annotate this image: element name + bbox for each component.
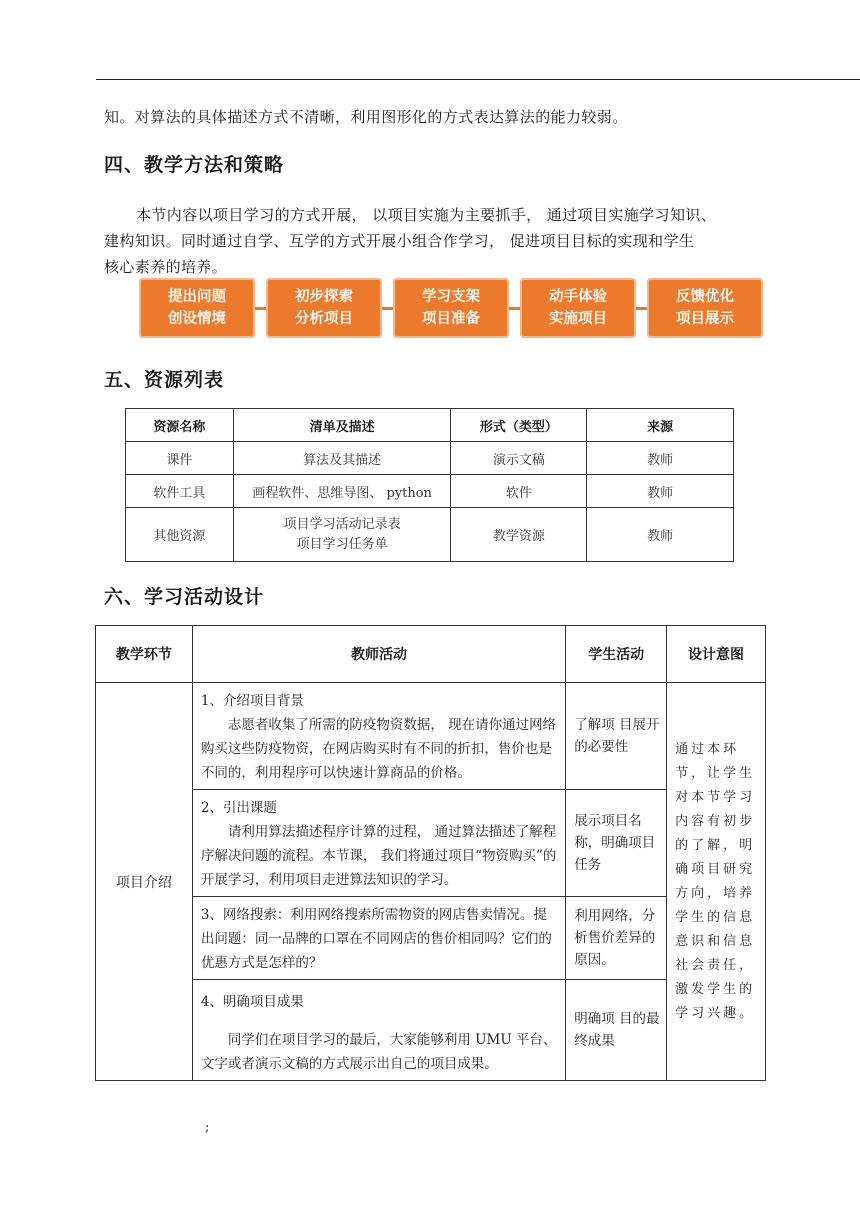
- header-cell: 教学环节: [96, 626, 193, 683]
- section6-heading: 六、学习活动设计: [104, 586, 265, 608]
- process-flow: [139, 278, 763, 338]
- resource-desc-line: 项目学习活动记录表: [283, 516, 401, 532]
- teacher-activity-body: 同学们在项目学习的最后，大家能够利用 UMU 平台、文字或者演示文稿的方式展示出自己的项目成果。: [200, 1032, 557, 1072]
- footer-mark: ;: [205, 1120, 210, 1135]
- teacher-activity-title: 3、网络搜索：利用网络搜索所需物资的网店售卖情况。提出问题：同一品牌的口罩在不同网店的售价相同吗？它们的优惠方式是怎样的？: [200, 907, 552, 971]
- header-cell: 形式（类型）: [451, 409, 587, 442]
- student-activity: 了解项 目展开的必要性: [566, 683, 667, 790]
- header-cell: 学生活动: [566, 626, 667, 683]
- teacher-activity: [192, 980, 565, 1081]
- table-row: [126, 508, 734, 562]
- teacher-activity: [192, 897, 565, 980]
- continued-text: 知。对算法的具体描述方式不清晰，利用图形化的方式表达算法的能力较弱。: [104, 108, 628, 126]
- teacher-activity-title: 2、引出课题: [200, 800, 277, 816]
- flow-step-line1: 初步探索: [295, 289, 353, 305]
- section4-heading: 四、教学方法和策略: [104, 154, 285, 176]
- table-row: [126, 442, 734, 475]
- resource-name: 软件工具: [126, 475, 234, 508]
- table-row: [96, 897, 766, 980]
- flow-step-line2: 实施项目: [549, 311, 607, 327]
- header-cell: 设计意图: [667, 626, 766, 683]
- header-cell: 资源名称: [126, 409, 234, 442]
- flow-step-line2: 分析项目: [295, 311, 353, 327]
- flow-step: [266, 278, 382, 338]
- table-row: [96, 683, 766, 790]
- resource-desc: 画程软件、思维导图、 python: [233, 475, 451, 508]
- teacher-activity: [192, 790, 565, 897]
- resource-source: 教师: [587, 508, 734, 562]
- table-header-row: [96, 626, 766, 683]
- student-activity: 利用网络，分析售价差异的原因。: [566, 897, 667, 980]
- resource-desc-line: 项目学习任务单: [296, 536, 388, 552]
- resource-source: 教师: [587, 475, 734, 508]
- resource-type: 演示文稿: [451, 442, 587, 475]
- resource-name: 课件: [126, 442, 234, 475]
- design-intent: 通过本环节，让学生对本节学习内容有初步的了解，明确项目研究方向，培养学生的信息意识和信息社会责任，激发学生的学习兴趣。: [667, 683, 766, 1081]
- teacher-activity-body: 请利用算法描述程序计算的过程， 通过算法描述了解程序解决问题的流程。本节课， 我们将通过项目“物资购买”的开展学习，利用项目走进算法知识的学习。: [200, 824, 557, 888]
- flow-step-line2: 项目准备: [422, 311, 480, 327]
- teacher-activity-body: 志愿者收集了所需的防疫物资数据， 现在请你通过网络购买这些防疫物资，在网店购买时有不同的折扣，售价也是不同的，利用程序可以快速计算商品的价格。: [200, 717, 557, 781]
- flow-step: [647, 278, 763, 338]
- resource-type: 软件: [451, 475, 587, 508]
- flow-step-line1: 反馈优化: [676, 289, 734, 305]
- flow-step: [139, 278, 255, 338]
- teacher-activity: [192, 683, 565, 790]
- header-cell: 教师活动: [192, 626, 565, 683]
- flow-step-line2: 创设情境: [168, 311, 226, 327]
- table-row: [96, 790, 766, 897]
- student-activity: 明确项 目的最终成果: [566, 980, 667, 1081]
- teacher-activity-title: 1、介绍项目背景: [200, 693, 304, 709]
- flow-step: [520, 278, 636, 338]
- table-row: [126, 475, 734, 508]
- activity-table: [95, 625, 766, 1081]
- teacher-activity-title: 4、明确项目成果: [200, 994, 304, 1010]
- table-header-row: [126, 409, 734, 442]
- table-row: [96, 980, 766, 1081]
- section5-heading: 五、资源列表: [104, 369, 225, 391]
- resource-name: 其他资源: [126, 508, 234, 562]
- resource-desc: [233, 508, 451, 562]
- student-activity: 展示项目名称，明确项目任务: [566, 790, 667, 897]
- flow-step-line1: 动手体验: [549, 289, 607, 305]
- resource-type: 教学资源: [451, 508, 587, 562]
- paragraph-line: 建构知识。同时通过自学、互学的方式开展小组合作学习， 促进项目目标的实现和学生: [104, 232, 695, 250]
- header-cell: 来源: [587, 409, 734, 442]
- header-rule: [96, 79, 860, 80]
- header-cell: 清单及描述: [233, 409, 451, 442]
- flow-step-line1: 提出问题: [168, 289, 226, 305]
- resource-source: 教师: [587, 442, 734, 475]
- paragraph-line: 本节内容以项目学习的方式开展， 以项目实施为主要抓手， 通过项目实施学习知识、: [136, 206, 717, 224]
- flow-step: [393, 278, 509, 338]
- resource-table: [125, 408, 734, 562]
- flow-step-line1: 学习支架: [422, 289, 480, 305]
- paragraph-line: 核心素养的培养。: [104, 258, 228, 276]
- resource-desc: 算法及其描述: [233, 442, 451, 475]
- stage-cell: 项目介绍: [96, 683, 193, 1081]
- flow-step-line2: 项目展示: [676, 311, 734, 327]
